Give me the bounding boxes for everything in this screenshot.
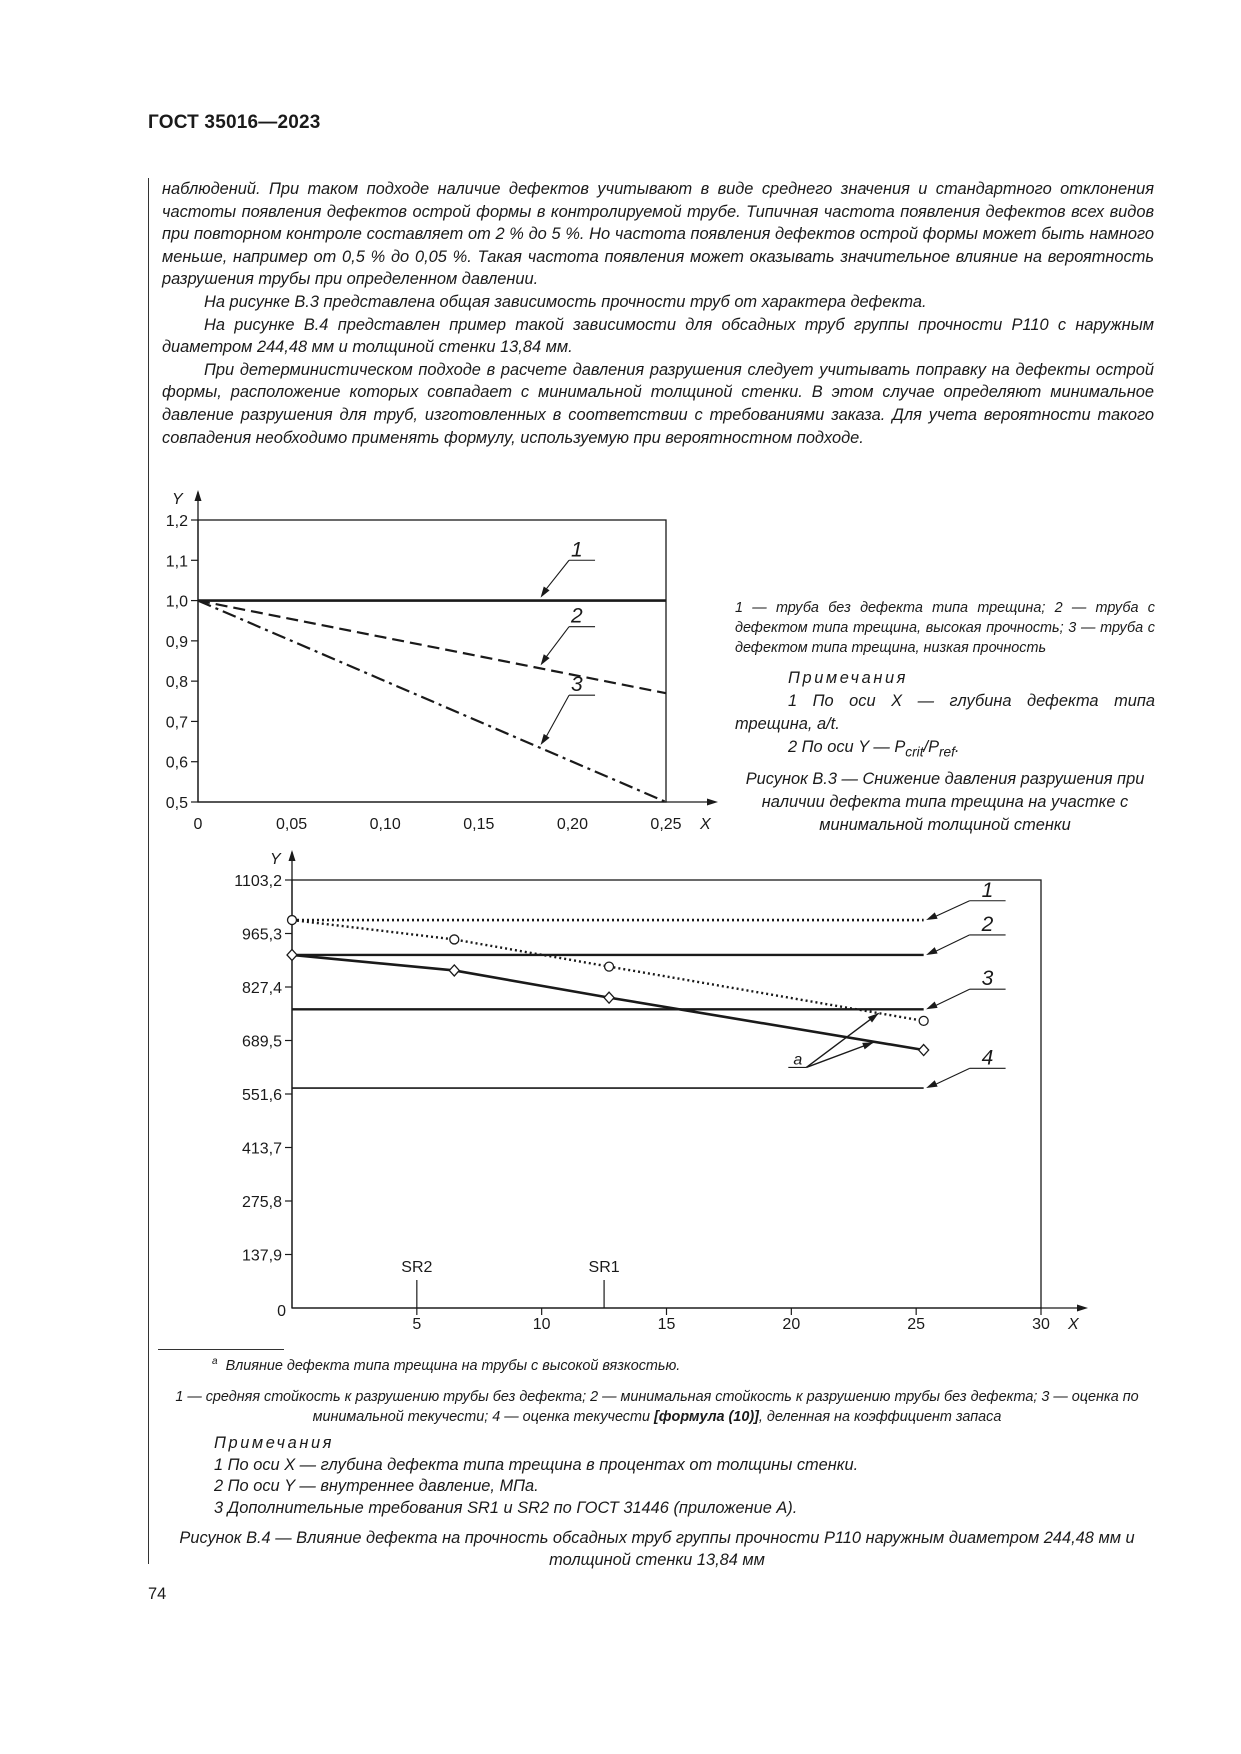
y-tick-label: 0,7	[165, 714, 188, 732]
note-2-slash: /	[923, 738, 929, 756]
y-tick-label: 0,6	[165, 754, 188, 772]
figure-b4-footnote	[212, 1356, 680, 1374]
figure-b3-note-2	[735, 736, 1155, 763]
figure-b3-chart	[0, 480, 730, 840]
figure-b4-caption: Рисунок В.4 — Влияние дефекта на прочность обсадных труб группы прочности Р110 наружным диаметром 244,48 мм и толщиной стенки 13,84 мм	[179, 1529, 1135, 1569]
series-3-line	[198, 601, 666, 802]
series-4-leader-arrow	[926, 1080, 937, 1088]
y-tick-label: 1,2	[165, 513, 188, 530]
x-tick-label: 15	[657, 1316, 676, 1333]
series-2-label: 2	[981, 912, 994, 936]
figure-b3-legend: 1 — труба без дефекта типа трещина; 2 — труба с дефектом типа трещина, высокая прочность; 3 — труба с дефектом типа трещина, низкая прочность	[735, 600, 1155, 656]
series-4-leader	[934, 1068, 969, 1085]
marker-sr2-label: SR2	[401, 1259, 433, 1276]
y-axis-label: Y	[172, 491, 183, 508]
paragraph-4: При детерминистическом подходе в расчете давления разрушения следует учитывать поправку на дефекты острой формы, расположение которых совпадает с минимальной толщиной стенки. В этом случае определяют минимальное давление разрушения для труб, изготовленных в соответствии с требованиями заказа. Для учета вероятности такого совпадения необходимо применять формулу, используемую при вероятностном подходе.	[162, 360, 1154, 447]
series-3-leader	[547, 695, 569, 736]
y-tick-label: 965,3	[241, 926, 282, 944]
paragraph-3: На рисунке В.4 представлен пример такой зависимости для обсадных труб группы прочности Р110 с наружным диаметром 244,48 мм и толщиной стенки 13,84 мм.	[162, 315, 1154, 357]
y-tick-label: 0,5	[165, 795, 188, 812]
series-3-leader	[934, 989, 969, 1006]
figure-b4-notes-title: Примечания	[214, 1434, 335, 1452]
body-text	[162, 178, 1154, 449]
series-2-label: 2	[571, 604, 583, 628]
y-axis-arrow	[195, 490, 202, 501]
note-2-prefix: 2 По оси Y —	[788, 738, 895, 756]
circle-marker	[288, 916, 297, 925]
footnote-mark: a	[212, 1356, 218, 1367]
y-tick-label: 137,9	[241, 1247, 282, 1265]
page-number: 74	[148, 1585, 167, 1603]
marker-sr1-label: SR1	[588, 1259, 620, 1276]
x-axis-label: X	[1068, 1316, 1079, 1333]
plot-frame	[292, 880, 1041, 1308]
x-tick-label: 25	[907, 1316, 926, 1333]
x-tick-label: 10	[532, 1316, 551, 1333]
y-tick-label: 1,0	[165, 593, 188, 611]
x-tick-label: 0,15	[463, 816, 495, 833]
series-2-line	[198, 601, 666, 697]
figure-b4-notes	[214, 1433, 858, 1519]
annotation-a-arrowhead	[868, 1013, 879, 1022]
figure-b3-notes	[735, 667, 1155, 763]
series-1-leader-arrow	[541, 586, 550, 597]
circle-marker	[450, 935, 459, 944]
series-2-leader-arrow	[926, 947, 937, 955]
series-3-leader-arrow	[541, 734, 550, 745]
y-tick-label: 0,8	[165, 674, 188, 692]
circle-marker	[919, 1016, 928, 1025]
circle-marker	[605, 962, 614, 971]
series-3-leader-arrow	[926, 1001, 937, 1009]
series-1-leader	[934, 901, 969, 917]
series-1-leader-arrow	[926, 912, 937, 920]
figure-b3-notes-title: Примечания	[788, 669, 909, 687]
series-2-leader	[934, 935, 969, 952]
y-tick-label: 275,8	[241, 1194, 282, 1211]
x-axis-arrow	[707, 799, 718, 806]
x-tick-label: 20	[782, 1316, 801, 1333]
x-axis-arrow	[1077, 1305, 1088, 1312]
figure-b4-legend-text-end: , деленная на коэффициент запаса	[758, 1409, 1002, 1425]
annotation-a-label: a	[793, 1051, 803, 1069]
document-header: ГОСТ 35016—2023	[148, 112, 321, 133]
y-axis-label: Y	[270, 851, 281, 868]
series-2-leader-arrow	[541, 654, 550, 665]
series-2-leader	[547, 627, 569, 657]
figure-b4-chart	[0, 840, 1120, 1340]
origin-label: 0	[277, 1303, 286, 1320]
y-tick-label: 1,1	[165, 553, 188, 571]
x-tick-label: 5	[412, 1316, 422, 1333]
figure-b4-note-1: 1 По оси X — глубина дефекта типа трещина в процентах от толщины стенки.	[214, 1455, 859, 1474]
figure-b3-caption: Рисунок В.3 — Снижение давления разрушения при наличии дефекта типа трещина на участке с минимальной толщиной стенки	[745, 770, 1145, 834]
note-2-crit-subscript: crit	[905, 744, 924, 760]
diamond-marker	[287, 949, 297, 960]
x-tick-label: 30	[1032, 1316, 1050, 1333]
y-tick-label: 689,5	[241, 1033, 282, 1051]
x-axis-label: X	[700, 816, 711, 833]
note-2-end: .	[954, 738, 960, 756]
figure-b4-legend-text: 1 — средняя стойкость к разрушению трубы без дефекта; 2 — минимальная стойкость к разрушению трубы без дефекта; 3 — оценка по минимальной текучести; 4 — оценка текучести	[175, 1389, 1139, 1425]
y-tick-label: 827,4	[241, 980, 282, 997]
plot-frame	[198, 520, 666, 802]
figure-b4-legend	[160, 1387, 1154, 1427]
figure-b4-note-3: 3 Дополнительные требования SR1 и SR2 по ГОСТ 31446 (приложение А).	[214, 1498, 798, 1517]
x-tick-label: 0,05	[276, 816, 308, 833]
figure-b4-note-2: 2 По оси Y — внутреннее давление, МПа.	[214, 1477, 539, 1495]
series-1-leader	[547, 560, 569, 588]
series-1-label: 1	[981, 878, 994, 902]
y-axis-arrow	[289, 850, 296, 861]
diamond-marker	[449, 965, 459, 976]
figure-b3-note-1: 1 По оси X — глубина дефекта типа трещина, a/t.	[735, 692, 1155, 733]
y-tick-label: 0,9	[165, 633, 188, 651]
paragraph-1: наблюдений. При таком подходе наличие дефектов учитывают в виде среднего значения и стандартного отклонения частоты появления дефектов острой формы в контролируемой трубе. Типичная частота появления дефектов всех видов при повторном контроле составляет от 2 % до 5 %. Но частота появления дефектов острой формы может быть намного меньше, например от 0,5 % до 0,05 %. Такая частота появления может оказывать значительное влияние на вероятность разрушения трубы при определенном давлении.	[162, 180, 1154, 289]
footnote-rule	[158, 1349, 284, 1350]
series-3-label: 3	[981, 967, 994, 991]
note-2-ref-subscript: ref	[939, 744, 955, 760]
y-tick-label: 1103,2	[234, 873, 282, 890]
y-tick-label: 551,6	[241, 1087, 282, 1104]
x-tick-label: 0,25	[650, 816, 682, 833]
series-1-label: 1	[571, 538, 583, 562]
note-2-p-symbol-2: P	[928, 738, 939, 756]
diamond-marker	[604, 992, 614, 1003]
figure-b4-legend-formula-ref: [формула (10)]	[654, 1409, 759, 1425]
series-3-label: 3	[571, 673, 583, 697]
diamond-marker	[919, 1045, 929, 1056]
paragraph-2: На рисунке В.3 представлена общая зависимость прочности труб от характера дефекта.	[204, 292, 927, 311]
y-tick-label: 413,7	[241, 1140, 282, 1158]
x-tick-label: 0,10	[369, 816, 401, 833]
series-4-label: 4	[981, 1046, 994, 1070]
x-tick-label: 0	[193, 816, 203, 833]
annotation-a-arrowhead	[862, 1042, 874, 1049]
x-tick-label: 0,20	[556, 816, 588, 833]
footnote-text: Влияние дефекта типа трещина на трубы с высокой вязкостью.	[225, 1357, 681, 1374]
note-2-p-symbol: P	[894, 738, 906, 756]
